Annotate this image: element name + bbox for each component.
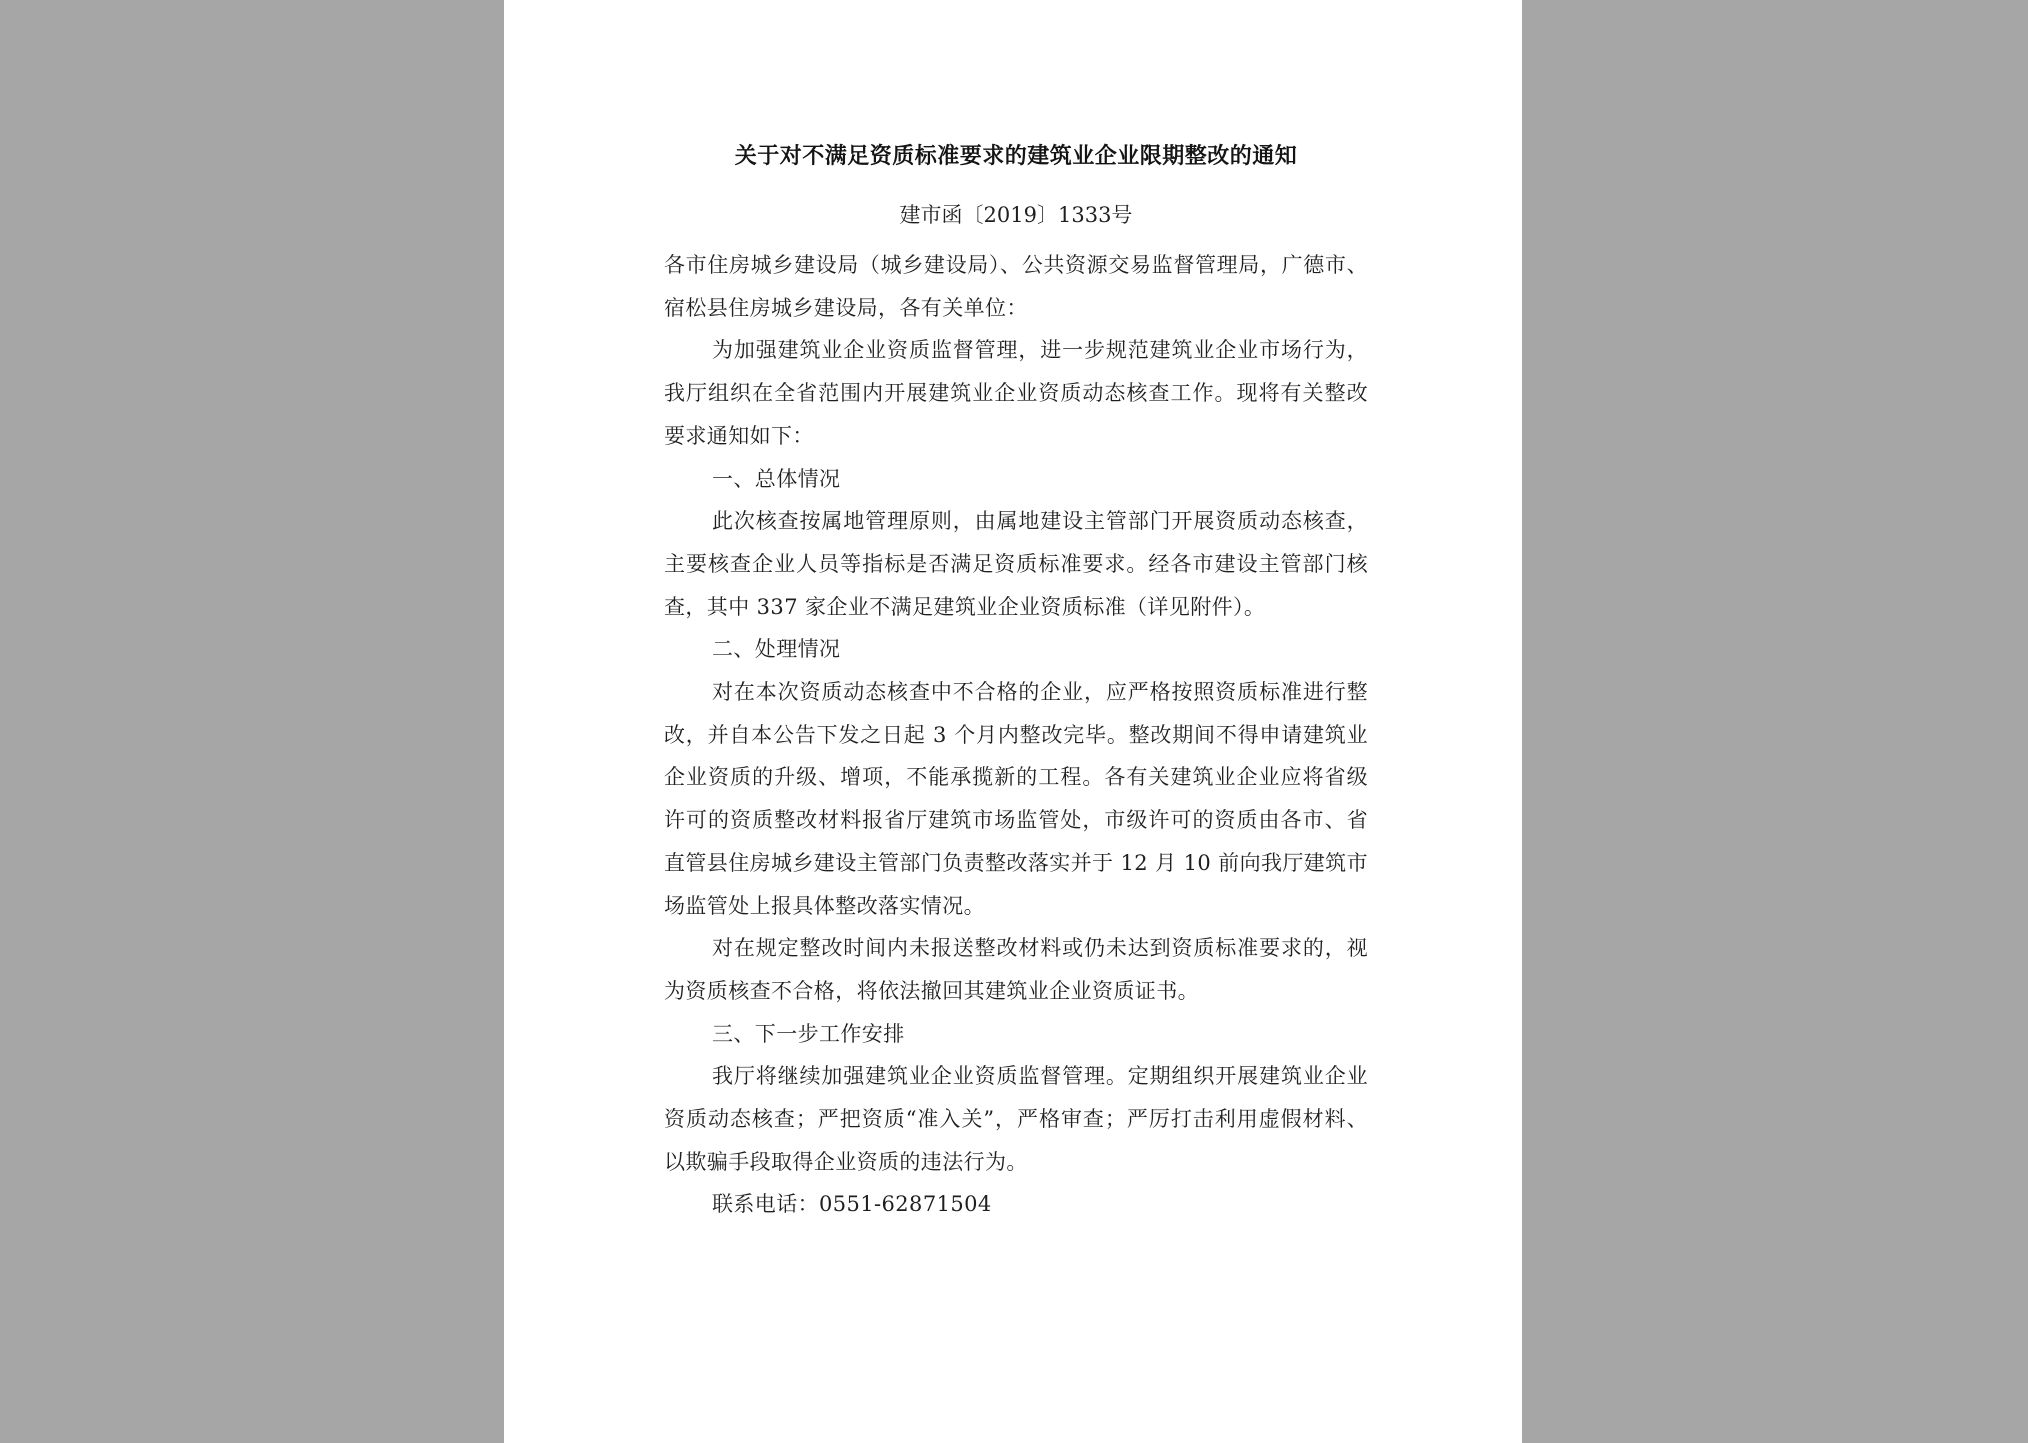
notice-document — [664, 136, 1368, 1226]
document-number: 建市函〔2019〕1333号 — [899, 203, 1133, 227]
document-body — [664, 244, 1368, 1226]
section-1-heading: 一、总体情况 — [712, 466, 841, 491]
addressee-paragraph: 各市住房城乡建设局（城乡建设局）、公共资源交易监督管理局，广德市、宿松县住房城乡建设局，各有关单位： — [664, 253, 1368, 320]
section-1-paragraph: 此次核查按属地管理原则，由属地建设主管部门开展资质动态核查，主要核查企业人员等指标是否满足资质标准要求。经各市建设主管部门核查，其中 337 家企业不满足建筑业企业资质标准（详见附件）。 — [664, 509, 1368, 619]
section-3-heading: 三、下一步工作安排 — [712, 1021, 905, 1046]
section-2-paragraph-2: 对在规定整改时间内未报送整改材料或仍未达到资质标准要求的，视为资质核查不合格，将依法撤回其建筑业企业资质证书。 — [664, 936, 1368, 1003]
section-2-paragraph-1: 对在本次资质动态核查中不合格的企业，应严格按照资质标准进行整改，并自本公告下发之日起 3 个月内整改完毕。整改期间不得申请建筑业企业资质的升级、增项，不能承揽新的工程。各有关建筑业企业应将省级许可的资质整改材料报省厅建筑市场监管处，市级许可的资质由各市、省直管县住房城乡建设主管部门负责整改落实并于 12 月 10 前向我厅建筑市场监管处上报具体整改落实情况。 — [664, 680, 1368, 918]
section-3-paragraph: 我厅将继续加强建筑业企业资质监督管理。定期组织开展建筑业企业资质动态核查；严把资质“准入关”，严格审查；严厉打击利用虚假材料、以欺骗手段取得企业资质的违法行为。 — [664, 1064, 1368, 1174]
section-2-heading: 二、处理情况 — [712, 637, 841, 662]
intro-paragraph: 为加强建筑业企业资质监督管理，进一步规范建筑业企业市场行为，我厅组织在全省范围内开展建筑业企业资质动态核查工作。现将有关整改要求通知如下： — [664, 338, 1368, 448]
contact-line: 联系电话：0551-62871504 — [712, 1192, 992, 1217]
document-page — [504, 0, 1522, 1443]
document-title: 关于对不满足资质标准要求的建筑业企业限期整改的通知 — [734, 144, 1298, 169]
